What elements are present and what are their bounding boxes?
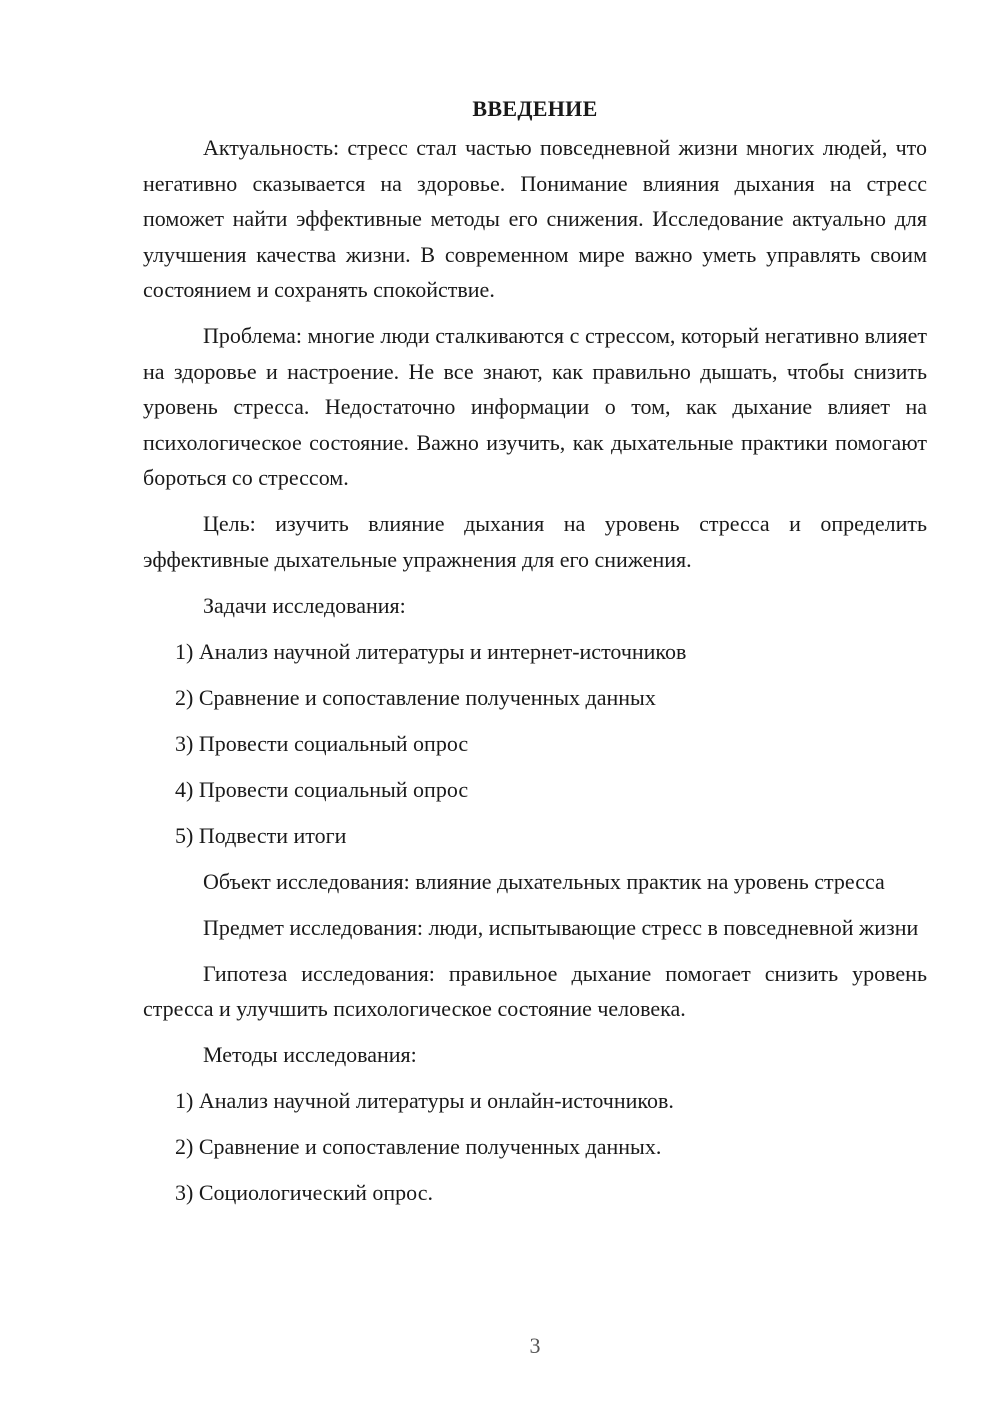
page-number: 3 [529,1333,541,1358]
methods-list [143,1083,927,1211]
list-item: 2) Сравнение и сопоставление полученных данных [175,684,656,710]
relevance-paragraph: Актуальность: стресс стал частью повседневной жизни многих людей, что негативно сказывается на здоровье. Понимание влияния дыхания на стресс поможет найти эффективные методы его снижения. Исследование актуально для улучшения качества жизни. В современном мире важно уметь управлять своим состоянием и сохранять спокойствие. [143,135,927,302]
list-item: 1) Анализ научной литературы и онлайн-источников. [175,1088,674,1113]
hypothesis-paragraph: Гипотеза исследования: правильное дыхание помогает снизить уровень стресса и улучшить психологическое состояние человека. [143,960,927,1021]
list-item: 4) Провести социальный опрос [175,776,469,802]
document-page [143,92,927,1221]
problem-paragraph: Проблема: многие люди сталкиваются с стрессом, который негативно влияет на здоровье и настроение. Не все знают, как правильно дышать, чтобы снизить уровень стресса. Недостаточно информации о том, как дыхание влияет на психологическое состояние. Важно изучить, как дыхательные практики помогают бороться со стрессом. [143,323,927,490]
goal-paragraph: Цель: изучить влияние дыхания на уровень стресса и определить эффективные дыхательные упражнения для его снижения. [143,511,927,572]
list-item: 3) Социологический опрос. [175,1180,433,1205]
methods-heading: Методы исследования: [203,1042,417,1067]
tasks-heading: Задачи исследования: [203,592,406,618]
list-item: 1) Анализ научной литературы и интернет-источников [175,638,687,664]
list-item: 3) Провести социальный опрос [175,730,469,756]
list-item: 5) Подвести итоги [175,822,347,848]
list-item: 2) Сравнение и сопоставление полученных данных. [175,1134,662,1159]
section-title: ВВЕДЕНИЕ [472,96,598,121]
subject-paragraph: Предмет исследования: люди, испытывающие стресс в повседневной жизни [203,914,919,940]
object-paragraph: Объект исследования: влияние дыхательных практик на уровень стресса [203,868,885,894]
tasks-list [143,634,927,854]
